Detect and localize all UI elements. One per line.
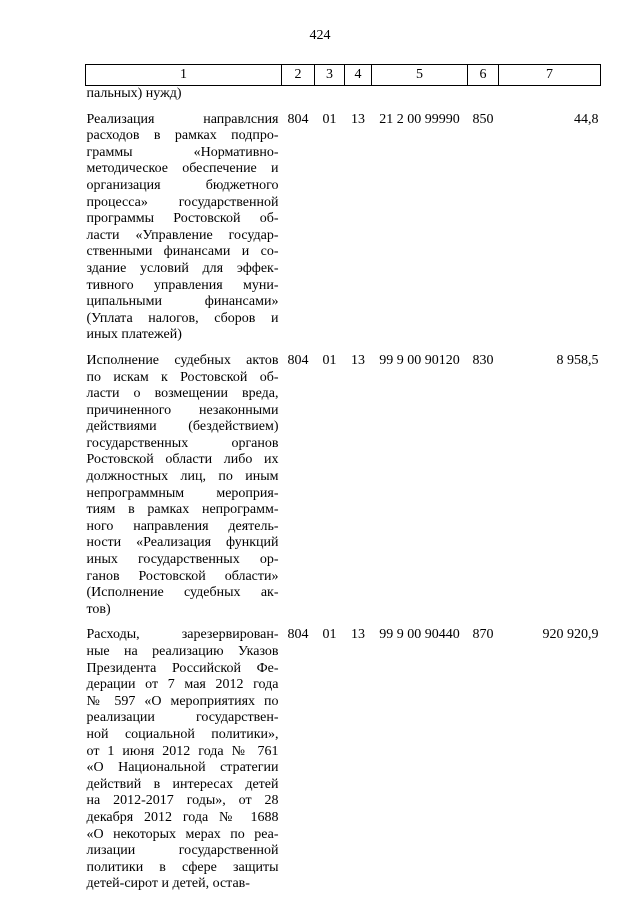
budget-table	[85, 64, 601, 893]
description-line: дерации от 7 мая 2012 года	[86, 677, 279, 693]
description-line: непрограммным мероприя-	[86, 485, 279, 501]
empty-cell	[315, 344, 345, 353]
column-header-4: 4	[345, 65, 372, 86]
empty-cell	[282, 344, 315, 353]
description-line: тивного управления муни-	[86, 277, 279, 293]
description-line: ные на реализацию Указов	[86, 644, 279, 659]
ministry-code: 804	[287, 111, 309, 127]
row-description	[86, 353, 282, 619]
empty-cell	[372, 103, 468, 112]
description-line: Президента Российской Фе-	[86, 660, 279, 676]
empty-cell	[282, 86, 315, 103]
empty-cell	[468, 618, 499, 627]
description-line: иных платежей)	[86, 327, 182, 343]
row-spacer	[86, 618, 601, 627]
description-line: причиненного незаконными	[86, 402, 279, 418]
description-line: политики в сфере защиты	[86, 859, 279, 875]
description-line: государственных органов	[86, 435, 279, 451]
description-line: «О Национальной стратегии	[86, 760, 279, 776]
row-description	[86, 627, 282, 893]
table-row	[86, 112, 601, 344]
description-line: на 2012-2017 годы», от 28	[86, 793, 279, 809]
row-description	[86, 86, 282, 103]
description-line: программы Ростовской об-	[86, 211, 279, 227]
empty-cell	[468, 103, 499, 112]
empty-cell	[499, 618, 601, 627]
description-line: детей-сирот и детей, остав-	[86, 876, 250, 892]
description-line: ной социальной политики»,	[86, 726, 279, 742]
ministry-code: 804	[287, 352, 309, 368]
table-row-continuation	[86, 86, 601, 103]
column-header-6: 6	[468, 65, 499, 86]
description-line: декабря 2012 года № 1688	[86, 809, 279, 825]
column-header-7: 7	[499, 65, 601, 86]
description-line: граммы «Нормативно-	[86, 144, 279, 160]
target-article-code: 99 9 00 90120	[379, 352, 460, 368]
description-line: пальных) нужд)	[86, 86, 182, 101]
empty-cell	[345, 618, 372, 627]
description-line: Реализация направлсния	[86, 111, 279, 127]
subsection-code: 13	[351, 352, 365, 368]
ministry-code: 804	[287, 627, 309, 643]
description-line: ственными финансами и со-	[86, 244, 279, 260]
description-line: № 597 «О мероприятиях по	[86, 693, 279, 709]
amount-value: 8 958,5	[556, 352, 599, 368]
empty-cell	[282, 103, 315, 112]
description-line: расходов в рамках подпро-	[86, 128, 279, 144]
empty-cell	[315, 618, 345, 627]
table-row	[86, 353, 601, 619]
empty-cell	[499, 103, 601, 112]
empty-cell	[499, 344, 601, 353]
empty-cell	[372, 86, 468, 103]
page-number: 424	[309, 28, 331, 43]
row-spacer	[86, 344, 601, 353]
empty-cell	[315, 103, 345, 112]
description-line: «О некоторых мерах по реа-	[86, 826, 279, 842]
table-header-row	[86, 65, 601, 86]
description-line: Исполнение судебных актов	[86, 352, 279, 368]
amount-value: 44,8	[574, 111, 599, 127]
empty-cell	[468, 344, 499, 353]
expense-type-code: 830	[472, 352, 494, 368]
description-line: ганов Ростовской области»	[86, 568, 279, 584]
description-line: ласти «Управление государ-	[86, 227, 279, 243]
description-line: тов)	[86, 601, 111, 617]
description-line: Ростовской области либо их	[86, 452, 279, 468]
empty-cell	[345, 344, 372, 353]
amount-value: 920 920,9	[542, 627, 599, 643]
row-description	[86, 112, 282, 344]
column-header-3: 3	[315, 65, 345, 86]
empty-cell	[315, 86, 345, 103]
description-line: тиям в рамках непрограмм-	[86, 502, 279, 518]
empty-cell	[499, 86, 601, 103]
empty-cell	[86, 344, 282, 353]
empty-cell	[86, 103, 282, 112]
expense-type-code: 850	[472, 111, 494, 127]
empty-cell	[468, 86, 499, 103]
description-line: (Исполнение судебных ак-	[86, 585, 279, 601]
empty-cell	[345, 86, 372, 103]
description-line: ного направления деятель-	[86, 518, 279, 534]
description-line: ципальными финансами»	[86, 294, 279, 310]
table-row	[86, 627, 601, 893]
description-line: действиями (бездействием)	[86, 419, 279, 435]
description-line: лизации государственной	[86, 843, 279, 859]
table-body	[86, 86, 601, 893]
description-line: ности «Реализация функций	[86, 535, 279, 551]
empty-cell	[86, 618, 282, 627]
description-line: по искам к Ростовской об-	[86, 369, 279, 385]
description-line: процесса» государственной	[86, 194, 279, 210]
section-code: 01	[322, 352, 337, 368]
row-spacer	[86, 103, 601, 112]
description-line: от 1 июня 2012 года № 761	[86, 743, 279, 759]
description-line: (Уплата налогов, сборов и	[86, 310, 279, 326]
subsection-code: 13	[351, 111, 365, 127]
description-line: здание условий для эффек-	[86, 260, 279, 276]
section-code: 01	[322, 627, 337, 643]
description-line: Расходы, зарезервирован-	[86, 627, 279, 643]
description-line: ласти о возмещении вреда,	[86, 386, 279, 402]
column-header-1: 1	[86, 65, 282, 86]
description-line: методическое обеспечение и	[86, 161, 279, 177]
column-header-5: 5	[372, 65, 468, 86]
description-line: иных государственных ор-	[86, 552, 279, 568]
description-line: организация бюджетного	[86, 177, 279, 193]
description-line: должностных лиц, по иным	[86, 469, 279, 485]
target-article-code: 21 2 00 99990	[379, 111, 460, 127]
empty-cell	[372, 618, 468, 627]
subsection-code: 13	[351, 627, 365, 643]
target-article-code: 99 9 00 90440	[379, 627, 460, 643]
description-line: действий в интересах детей	[86, 776, 279, 792]
empty-cell	[282, 618, 315, 627]
expense-type-code: 870	[472, 627, 494, 643]
description-line: реализации государствен-	[86, 710, 279, 726]
section-code: 01	[322, 111, 337, 127]
column-header-2: 2	[282, 65, 315, 86]
empty-cell	[372, 344, 468, 353]
empty-cell	[345, 103, 372, 112]
